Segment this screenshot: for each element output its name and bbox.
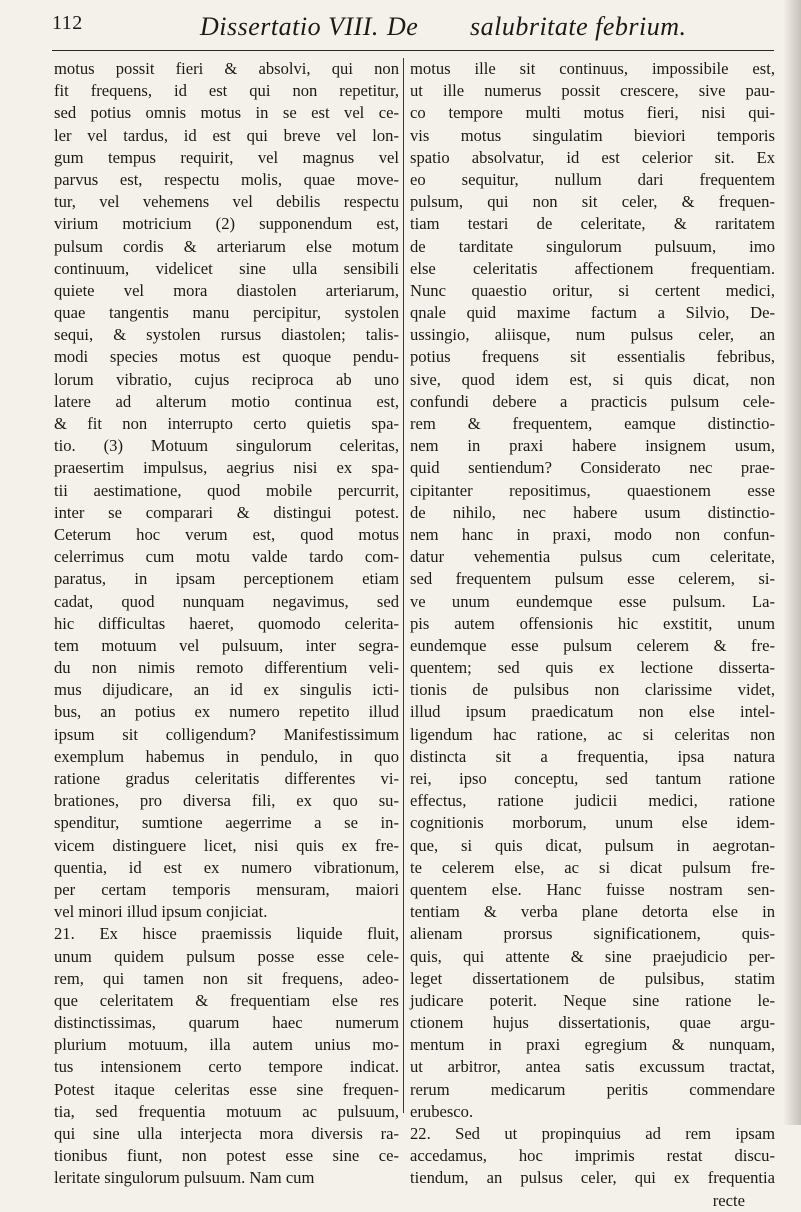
text-line: pulsum cordis & arteriarum else motum — [54, 236, 399, 256]
text-line: de nihilo, nec habere usum distinctio- — [410, 502, 775, 522]
text-line: sequi, & systolen rursus diastolen; talis- — [54, 325, 399, 345]
text-line: modi species motus est quoque pendu- — [54, 347, 399, 367]
text-line: plurium motuum, illa autem unius mo- — [54, 1035, 399, 1055]
text-line: quentem else. Hanc fuisse nostram sen- — [410, 879, 775, 899]
text-line: exemplum habemus in pendulo, in quo — [54, 746, 399, 766]
text-line: cipitanter repositimus, quaestionem esse — [410, 480, 775, 500]
text-line: rem & frequentem, eamque distinctio- — [410, 414, 775, 433]
text-line: cognitionis morborum, unum else idem- — [410, 813, 775, 833]
text-line: motus possit fieri & absolvi, qui non — [54, 59, 399, 78]
text-line: & fit non interrupto certo quietis spa- — [54, 414, 399, 433]
text-line: ipsum sit colligendum? Manifestissimum — [54, 724, 399, 744]
text-line: Potest itaque celeritas esse sine frequen- — [54, 1079, 399, 1099]
text-line: tiendum, an pulsus celer, qui ex frequentia — [410, 1168, 775, 1188]
text-line: effectus, ratione judicii medici, ratione — [410, 791, 775, 811]
text-line: que, si quis dicat, pulsum in aegrotan- — [410, 835, 775, 855]
text-line: bus, an potius ex numero repetito illud — [54, 702, 399, 722]
text-line: else celeritatis affectionem frequentiam. — [410, 258, 775, 278]
text-line: distinctissimas, quarum haec numerum — [54, 1013, 399, 1033]
text-line: spatio absolvatur, id est celerior sit. Ex — [410, 147, 775, 167]
text-line: vel minori illud ipsum conjiciat. — [54, 902, 268, 922]
text-line: ler vel tardus, id est qui breve vel lon- — [54, 125, 399, 145]
text-line: leget dissertationem de pulsibus, statim — [410, 968, 775, 988]
text-line: leritate singulorum pulsuum. Nam cum — [54, 1168, 315, 1188]
text-line: vis motus singulatim bieviori temporis — [410, 125, 775, 145]
text-line: Nunc quaestio oritur, si certent medici, — [410, 280, 775, 300]
text-line: quentia, id est ex numero vibrationum, — [54, 857, 399, 877]
text-line: paratus, in ipsam perceptionem etiam — [54, 569, 399, 589]
text-line: tur, vel vehemens vel debilis respectu — [54, 192, 399, 212]
text-line: nem in praxi habere insignem usum, — [410, 436, 775, 456]
left-column — [54, 58, 399, 1190]
text-line: spenditur, sumtione aegerrime a se in- — [54, 813, 399, 833]
text-line: parvus est, respectu molis, quae move- — [54, 169, 399, 189]
text-line: quae tangentis manu percipitur, systolen — [54, 303, 399, 323]
text-line: quid sentiendum? Considerato nec prae- — [410, 458, 775, 478]
text-line: qnale quid maxime factum a Silvio, De- — [410, 303, 775, 323]
text-line: ctionem hujus dissertationis, quae argu- — [410, 1013, 775, 1033]
text-line: tiam testari de celeritate, & raritatem — [410, 214, 775, 234]
running-head — [52, 12, 772, 52]
text-line: illud ipsum praedicatum non else intel- — [410, 702, 775, 722]
text-line: qui sine ulla interjecta mora diversis ra- — [54, 1124, 399, 1143]
text-line: tionis de pulsibus non clarissime videt, — [410, 680, 775, 700]
text-line: nem hanc in praxi, modo non confun- — [410, 524, 775, 544]
text-line: lorum vibratio, cujus reciproca ab uno — [54, 369, 399, 389]
text-line: sed frequentem pulsum esse celerem, si- — [410, 569, 775, 589]
text-line: gum tempus requirit, vel magnus vel — [54, 147, 399, 167]
text-line: virium motricium (2) supponendum est, — [54, 214, 399, 234]
text-line: tentiam & verba plane detorta else in — [410, 902, 775, 922]
text-line: datur vehementia pulsus cum celeritate, — [410, 547, 775, 567]
text-line: tii aestimatione, quod mobile percurrit, — [54, 480, 399, 500]
text-line: quiete vel mora diastolen arteriarum, — [54, 280, 399, 300]
text-line: accedamus, hoc imprimis restat discu- — [410, 1146, 775, 1166]
text-line: motus ille sit continuus, impossibile est, — [410, 59, 775, 78]
text-line: ligendum hac ratione, ac si celeritas non — [410, 724, 775, 744]
page-edge-shadow — [783, 0, 801, 1125]
text-line: cadat, quod nunquam negavimus, sed — [54, 591, 399, 611]
text-line: eundemque esse pulsum celerem & fre- — [410, 635, 775, 655]
text-line: confundi debere a practicis pulsum cele- — [410, 391, 775, 411]
text-line: celerrimus cum motu valde tardo com- — [54, 547, 399, 567]
text-line: quentem; sed quis ex lectione disserta- — [410, 658, 775, 678]
text-line: fit frequens, id est qui non repetitur, — [54, 81, 399, 101]
text-line: pis autem offensionis hic exstitit, unum — [410, 613, 775, 633]
header-rule — [52, 50, 774, 51]
text-line: te celerem else, ac si dicat pulsum fre- — [410, 857, 775, 877]
text-line: alienam prorsus significationem, quis- — [410, 924, 775, 944]
text-line: unum quidem pulsum posse esse cele- — [54, 946, 399, 966]
text-line: tia, sed frequentia motuum ac pulsuum, — [54, 1101, 399, 1121]
text-line: rem, qui tamen non sit frequens, adeo- — [54, 968, 399, 988]
text-line: hic difficultas haeret, quomodo celerita- — [54, 613, 399, 633]
text-line: que celeritatem & frequentiam else res — [54, 990, 399, 1010]
text-line: 21. Ex hisce praemissis liquide fluit, — [54, 924, 399, 944]
text-line: du non nimis remoto differentium veli- — [54, 658, 399, 678]
text-line: ratione gradus celeritatis differentes vi- — [54, 769, 399, 788]
text-line: per certam temporis mensuram, maiori — [54, 879, 399, 899]
text-line: recte — [712, 1190, 745, 1210]
text-line: tionibus fiunt, non potest esse sine ce- — [54, 1146, 399, 1166]
text-line: tem motuum vel pulsuum, inter segra- — [54, 635, 399, 655]
text-line: tio. (3) Motuum singulorum celeritas, — [54, 436, 399, 456]
text-line: inter se comparari & distingui potest. — [54, 502, 399, 522]
text-line: judicare poterit. Neque sine ratione le- — [410, 990, 775, 1010]
running-title-de: De — [387, 12, 419, 41]
text-line: mus dijudicare, an id ex singulis icti- — [54, 680, 399, 700]
text-line: ut ille numerus possit crescere, sive pau- — [410, 81, 775, 101]
text-line: brationes, pro diversa fili, ex quo su- — [54, 791, 399, 811]
text-line: erubesco. — [410, 1101, 474, 1121]
text-line: ve unum eundemque esse pulsum. La- — [410, 591, 775, 611]
text-line: praesertim impulsus, aegrius nisi ex spa- — [54, 458, 399, 478]
running-title-subject: salubritate febrium. — [470, 12, 687, 41]
text-line: quis, qui attente & sine praejudicio per- — [410, 946, 775, 966]
text-line: rei, ipso conceptu, sed tantum ratione — [410, 769, 775, 788]
text-line: ussingio, aliisque, num pulsus celer, an — [410, 325, 775, 345]
text-line: sed potius omnis motus in se est vel ce- — [54, 103, 399, 123]
text-line: sive, quod idem est, si quis dicat, non — [410, 369, 775, 389]
right-column — [410, 58, 775, 1212]
text-line: pulsum, qui non sit celer, & frequen- — [410, 192, 775, 212]
text-line: 22. Sed ut propinquius ad rem ipsam — [410, 1124, 775, 1143]
text-line: rerum medicarum peritis commendare — [410, 1079, 775, 1099]
text-line: potius frequens sit essentialis febribus, — [410, 347, 775, 367]
text-line: mentum in praxi egregium & nunquam, — [410, 1035, 775, 1055]
page-number: 112 — [52, 12, 83, 34]
running-title-dissertation: Dissertatio VIII. — [200, 12, 379, 41]
text-line: latere ad alterum motio continua est, — [54, 391, 399, 411]
text-line: eo sequitur, nullum dari frequentem — [410, 169, 775, 189]
text-line: co tempore multi motus fieri, nisi qui- — [410, 103, 775, 123]
column-divider — [403, 58, 404, 1113]
text-line: tus intensionem certo tempore indicat. — [54, 1057, 399, 1077]
text-line: vicem distinguere licet, nisi quis ex fre- — [54, 835, 399, 855]
text-line: Ceterum hoc verum est, quod motus — [54, 524, 399, 544]
text-line: continuum, videlicet sine ulla sensibili — [54, 258, 399, 278]
text-line: distincta sit a frequentia, ipsa natura — [410, 746, 775, 766]
text-line: ut arbitror, antea satis excussum tractat, — [410, 1057, 775, 1077]
text-line: de tarditate singulorum pulsuum, imo — [410, 236, 775, 256]
